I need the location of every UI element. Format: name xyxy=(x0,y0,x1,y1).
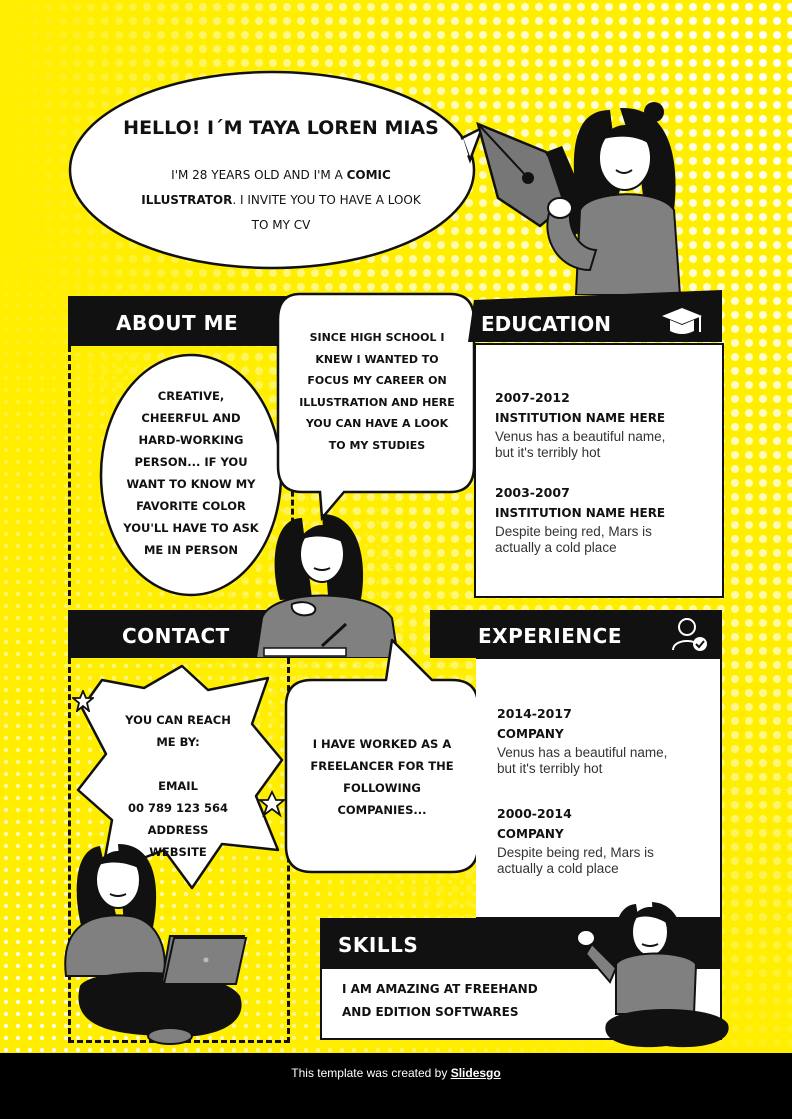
intro-line-1: I'M 28 YEARS OLD AND I'M A xyxy=(171,168,347,182)
contact-address: ADDRESS xyxy=(147,823,209,837)
intro-highlight-illustrator: ILLUSTRATOR xyxy=(141,193,233,207)
studies-line: SINCE HIGH SCHOOL I xyxy=(309,331,445,344)
studies-text xyxy=(280,327,474,456)
intro-text xyxy=(96,163,466,238)
about-line: WANT TO KNOW MY xyxy=(126,477,256,491)
user-check-icon xyxy=(670,614,710,654)
footer xyxy=(0,1053,792,1119)
education-date: 2007-2012 xyxy=(495,390,570,405)
experience-panel xyxy=(476,657,722,919)
footer-credit-text: This template was created by xyxy=(291,1066,451,1080)
education-institution: INSTITUTION NAME HERE xyxy=(495,411,666,425)
contact-line: ME BY: xyxy=(156,735,200,749)
experience-desc-line: but it's terribly hot xyxy=(497,761,603,776)
experience-entry xyxy=(497,806,717,877)
experience-heading: EXPERIENCE xyxy=(478,624,622,648)
experience-entry xyxy=(497,706,717,777)
experience-description xyxy=(497,745,717,777)
experience-desc-line: actually a cold place xyxy=(497,861,619,876)
about-line: CHEERFUL AND xyxy=(141,411,241,425)
education-heading: EDUCATION xyxy=(481,312,611,336)
experience-desc-line: Venus has a beautiful name, xyxy=(497,745,668,760)
intro-line-3: TO MY CV xyxy=(251,218,311,232)
freelance-line: I HAVE WORKED AS A xyxy=(312,737,452,751)
illustrator-woman-top xyxy=(530,100,700,295)
about-line: PERSON... IF YOU xyxy=(134,455,248,469)
about-line: CREATIVE, xyxy=(157,389,225,403)
contact-heading: CONTACT xyxy=(122,624,230,648)
freelance-text xyxy=(290,733,474,821)
skills-heading: SKILLS xyxy=(338,933,419,957)
slidesgo-link[interactable]: Slidesgo xyxy=(450,1066,501,1080)
education-entry xyxy=(495,485,715,556)
about-me-heading: ABOUT ME xyxy=(116,311,239,335)
intro-highlight-comic: COMIC xyxy=(346,168,391,182)
experience-company: COMPANY xyxy=(497,727,564,741)
footer-credit xyxy=(0,1066,792,1080)
education-institution: INSTITUTION NAME HERE xyxy=(495,506,666,520)
intro-line-2: . I INVITE YOU TO HAVE A LOOK xyxy=(232,193,421,207)
graduation-cap-icon xyxy=(660,304,704,340)
studies-line: KNEW I WANTED TO xyxy=(315,352,439,366)
experience-description xyxy=(497,845,717,877)
freelance-line: COMPANIES... xyxy=(337,803,427,817)
skills-line: AND EDITION SOFTWARES xyxy=(342,1005,519,1019)
laptop-icon xyxy=(130,936,250,1002)
education-description xyxy=(495,524,715,556)
contact-line: YOU CAN REACH xyxy=(125,713,231,727)
about-line: FAVORITE COLOR xyxy=(136,499,246,513)
education-date: 2003-2007 xyxy=(495,485,570,500)
studies-line: ILLUSTRATION AND HERE xyxy=(299,395,455,409)
experience-date: 2014-2017 xyxy=(497,706,572,721)
education-desc-line: actually a cold place xyxy=(495,540,617,555)
education-desc-line: Venus has a beautiful name, xyxy=(495,429,666,444)
about-line: YOU'LL HAVE TO ASK xyxy=(123,521,259,535)
studies-line: YOU CAN HAVE A LOOK xyxy=(305,417,449,430)
skills-line: I AM AMAZING AT FREEHAND xyxy=(342,982,538,996)
experience-desc-line: Despite being red, Mars is xyxy=(497,845,654,860)
contact-email: EMAIL xyxy=(158,779,198,793)
contact-spacer xyxy=(98,753,258,775)
studies-line: TO MY STUDIES xyxy=(328,438,426,452)
education-entry xyxy=(495,390,715,461)
about-line: HARD-WORKING xyxy=(138,433,244,447)
page-title: HELLO! I´M TAYA LOREN MIAS xyxy=(123,117,439,139)
contact-website: WEBSITE xyxy=(149,845,207,859)
education-description xyxy=(495,429,715,461)
about-line: ME IN PERSON xyxy=(143,543,239,557)
about-me-header xyxy=(68,296,290,346)
illustrator-woman-sitting xyxy=(576,894,736,1054)
contact-phone: 00 789 123 564 xyxy=(127,801,229,815)
education-desc-line: Despite being red, Mars is xyxy=(495,524,652,539)
education-desc-line: but it's terribly hot xyxy=(495,445,601,460)
experience-date: 2000-2014 xyxy=(497,806,572,821)
star-icon xyxy=(72,690,94,712)
education-panel xyxy=(474,343,724,598)
freelance-line: FOLLOWING xyxy=(343,781,421,795)
freelance-line: FREELANCER FOR THE xyxy=(310,759,454,773)
experience-company: COMPANY xyxy=(497,827,564,841)
studies-line: FOCUS MY CAREER ON xyxy=(307,374,447,387)
